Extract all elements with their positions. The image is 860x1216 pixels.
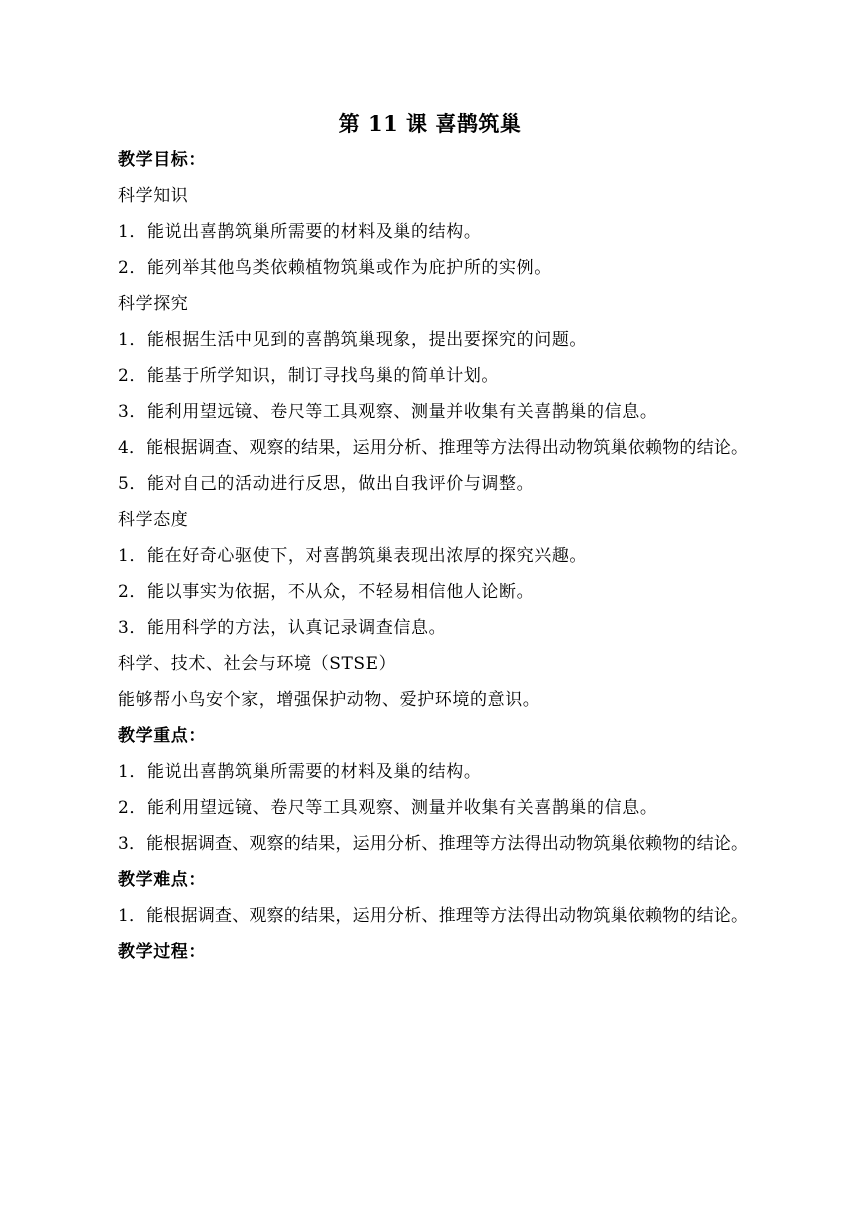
body-paragraph: 2．能基于所学知识，制订寻找鸟巢的简单计划。: [118, 366, 500, 386]
body-paragraph: 1．能根据生活中见到的喜鹊筑巢现象，提出要探究的问题。: [118, 330, 588, 350]
body-paragraph: 1．能在好奇心驱使下，对喜鹊筑巢表现出浓厚的探究兴趣。: [118, 546, 588, 566]
body-paragraph: 科学探究: [118, 294, 189, 314]
body-paragraph: 能够帮小鸟安个家，增强保护动物、爱护环境的意识。: [118, 690, 541, 710]
body-paragraph: 2．能利用望远镜、卷尺等工具观察、测量并收集有关喜鹊巢的信息。: [118, 798, 658, 818]
section-heading: 教学目标：: [118, 150, 206, 170]
body-paragraph: 1．能说出喜鹊筑巢所需要的材料及巢的结构。: [118, 762, 482, 782]
section-heading: 教学重点：: [118, 726, 206, 746]
section-heading: 教学过程：: [118, 942, 206, 962]
body-paragraph: 3．能利用望远镜、卷尺等工具观察、测量并收集有关喜鹊巢的信息。: [118, 402, 658, 422]
section-heading: 教学难点：: [118, 870, 206, 890]
body-paragraph: 1．能说出喜鹊筑巢所需要的材料及巢的结构。: [118, 222, 482, 242]
body-paragraph: 科学知识: [118, 186, 189, 206]
body-paragraph: 5．能对自己的活动进行反思，做出自我评价与调整。: [118, 474, 535, 494]
body-paragraph: 1．能根据调查、观察的结果，运用分析、推理等方法得出动物筑巢依赖物的结论。: [118, 906, 749, 926]
body-paragraph: 3．能用科学的方法，认真记录调查信息。: [118, 618, 447, 638]
lesson-title: 第 11 课 喜鹊筑巢: [338, 111, 522, 136]
body-paragraph: 科学、技术、社会与环境（STSE）: [118, 654, 397, 674]
body-paragraph: 科学态度: [118, 510, 189, 530]
body-paragraph: 3．能根据调查、观察的结果，运用分析、推理等方法得出动物筑巢依赖物的结论。: [118, 834, 749, 854]
body-paragraph: 4．能根据调查、观察的结果，运用分析、推理等方法得出动物筑巢依赖物的结论。: [118, 438, 749, 458]
body-paragraph: 2．能以事实为依据，不从众，不轻易相信他人论断。: [118, 582, 535, 602]
body-paragraph: 2．能列举其他鸟类依赖植物筑巢或作为庇护所的实例。: [118, 258, 552, 278]
document-body: [80, 142, 784, 970]
